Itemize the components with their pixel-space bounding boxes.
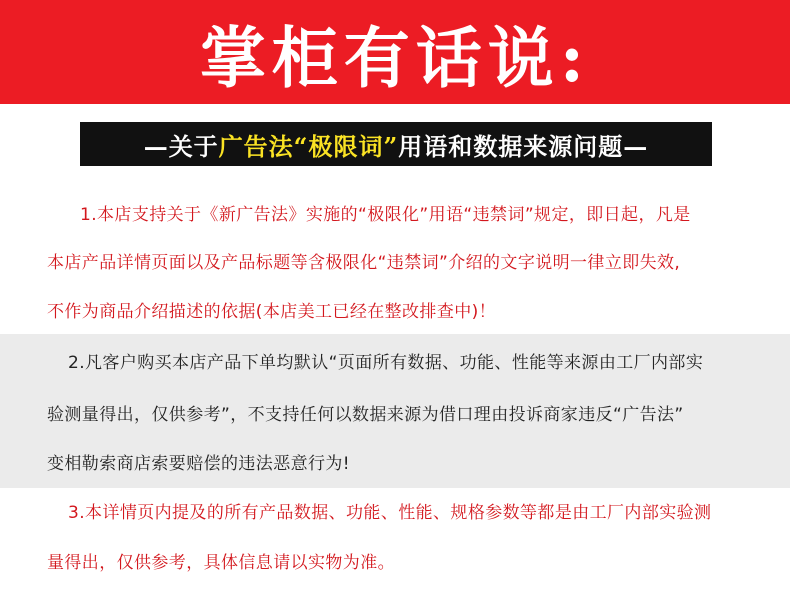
notice-2-line-3: 变相勒索商店索要赔偿的违法恶意行为! xyxy=(47,454,351,474)
notice-1-line-3: 不作为商品介绍描述的依据(本店美工已经在整改排查中)！ xyxy=(47,302,497,322)
subtitle-prefix: —关于 xyxy=(143,131,219,161)
notice-section-1 xyxy=(0,186,790,330)
header-banner xyxy=(0,0,790,104)
notice-3-line-2: 量得出，仅供参考，具体信息请以实物为准。 xyxy=(47,553,395,573)
notice-section-2 xyxy=(0,334,790,488)
notice-2-line-1: 2.凡客户购买本店产品下单均默认“页面所有数据、功能、性能等来源由工厂内部实 xyxy=(68,353,704,373)
subtitle-bar xyxy=(80,122,712,166)
notice-2-line-2: 验测量得出，仅供参考”，不支持任何以数据来源为借口理由投诉商家违反“广告法” xyxy=(47,405,684,425)
notice-3-line-1: 3.本详情页内提及的所有产品数据、功能、性能、规格参数等都是由工厂内部实验测 xyxy=(68,503,712,523)
subtitle-highlight: 广告法“极限词” xyxy=(218,131,399,161)
notice-1-line-1: 1.本店支持关于《新广告法》实施的“极限化”用语“违禁词”规定，即日起，凡是 xyxy=(80,205,691,225)
page-title: 掌柜有话说: xyxy=(199,18,591,97)
notice-section-3 xyxy=(0,488,790,601)
subtitle-suffix: 用语和数据来源问题— xyxy=(398,131,649,161)
notice-1-line-2: 本店产品详情页面以及产品标题等含极限化“违禁词”介绍的文字说明一律立即失效, xyxy=(47,253,681,273)
